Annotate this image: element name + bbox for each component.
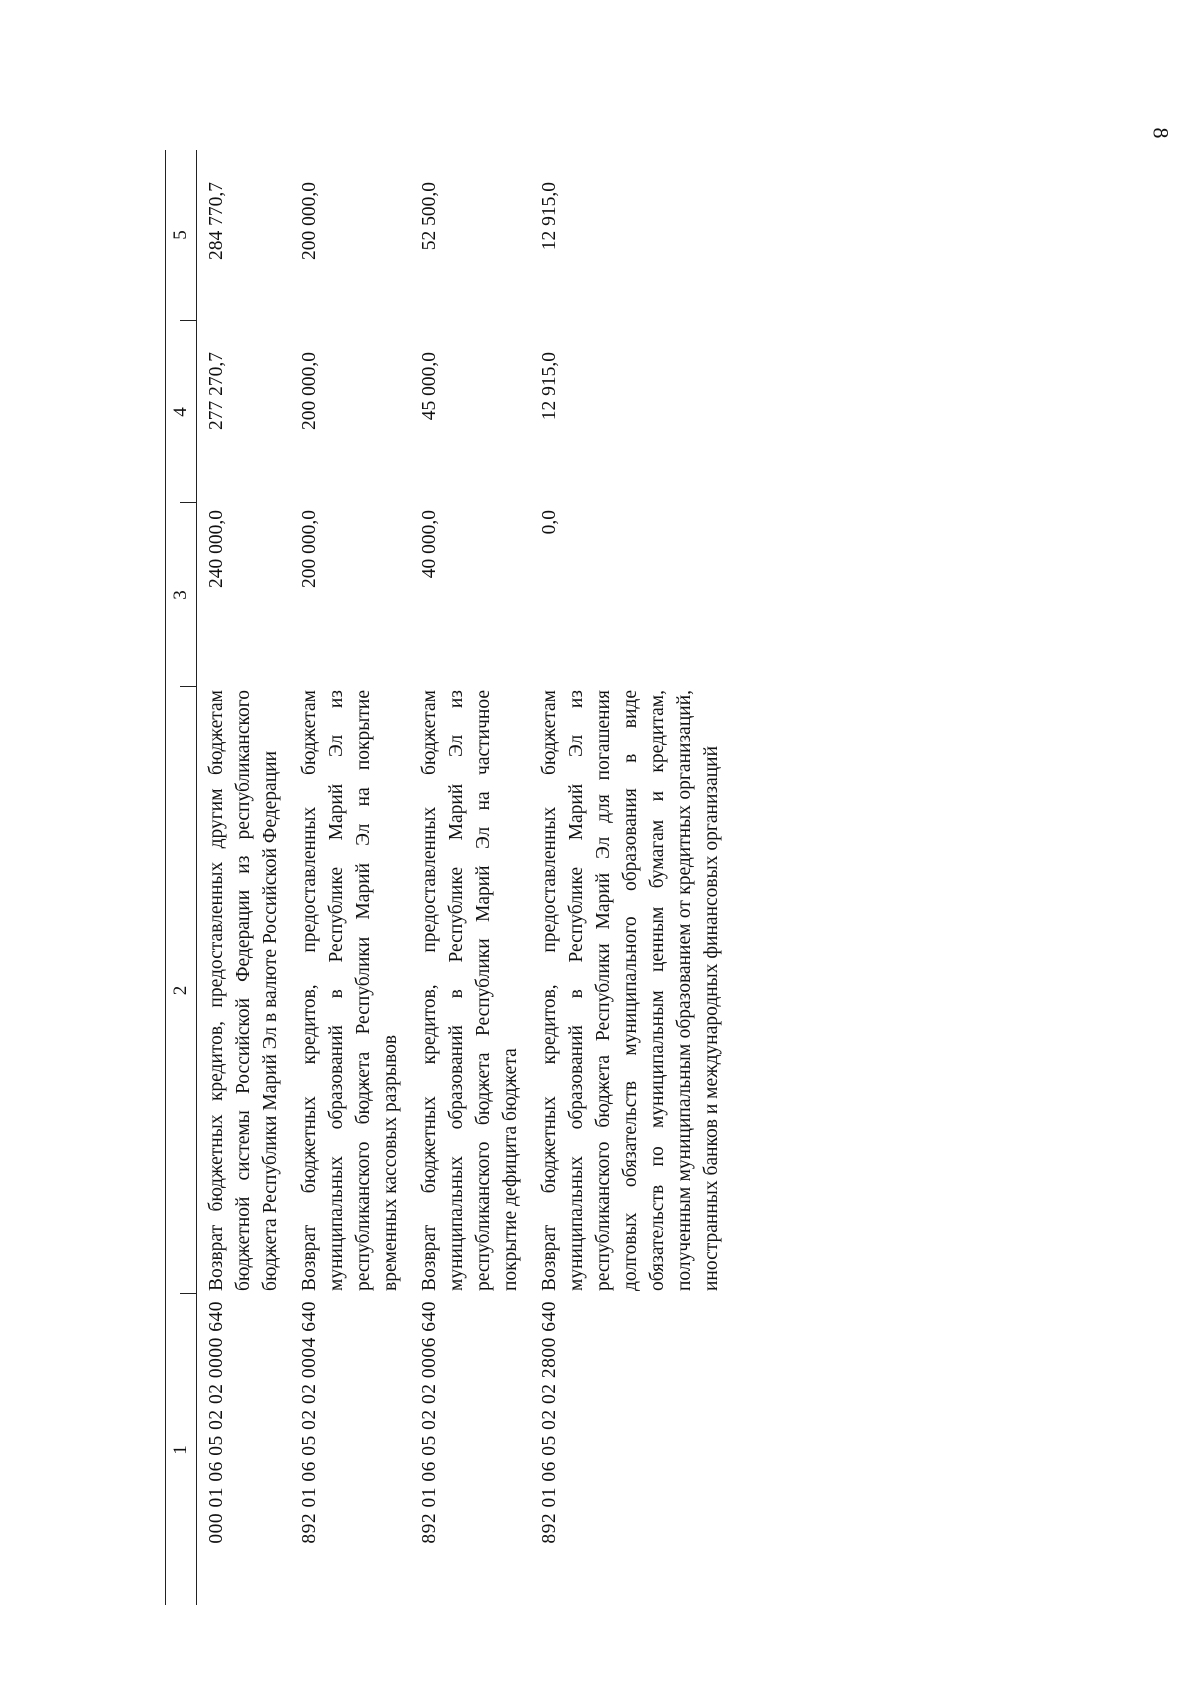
- budget-code: 000 01 06 05 02 02 0000 640: [206, 1301, 227, 1544]
- row-description: Возврат бюджетных кредитов, предоставленных бюджетам муниципальных образований в Республике Марий Эл из республиканского бюджета Республики Марий Эл для погашения долговых обязательств муниципального образования в виде обязательств по муниципальным ценным бумагам и кредитам, полученным муниципальным образованием от кредитных организаций, иностранных банков и международных финансовых организаций: [539, 690, 722, 1291]
- header-divider: [180, 1293, 196, 1294]
- header-divider: [180, 502, 196, 503]
- value-col-3: 0,0: [539, 510, 560, 535]
- header-col-3: 3: [170, 590, 191, 600]
- value-col-5: 12 915,0: [539, 182, 560, 251]
- budget-code: 892 01 06 05 02 02 2800 640: [539, 1301, 560, 1544]
- table-row: [296, 150, 404, 1605]
- row-description: Возврат бюджетных кредитов, предоставленных бюджетам муниципальных образований в Республике Марий Эл из республиканского бюджета Республики Марий Эл на покрытие временных кассовых разрывов: [299, 690, 401, 1291]
- table-row: [416, 150, 524, 1605]
- value-col-4: 200 000,0: [299, 352, 320, 430]
- budget-table: [165, 150, 1185, 1605]
- budget-code: 892 01 06 05 02 02 0006 640: [419, 1301, 440, 1544]
- value-col-4: 45 000,0: [419, 352, 440, 421]
- value-col-3: 40 000,0: [419, 510, 440, 579]
- header-col-4: 4: [170, 407, 191, 417]
- budget-code: 892 01 06 05 02 02 0004 640: [299, 1301, 320, 1544]
- value-col-5: 52 500,0: [419, 182, 440, 251]
- table-body: [203, 150, 737, 1605]
- header-divider: [180, 686, 196, 687]
- rotated-table-container: [165, 150, 1185, 1605]
- header-col-5: 5: [170, 230, 191, 240]
- row-description: Возврат бюджетных кредитов, предоставленных другим бюджетам бюджетной системы Российской Федерации из республиканского бюджета Республики Марий Эл в валюте Российской Федерации: [206, 690, 281, 1291]
- value-col-3: 240 000,0: [206, 510, 227, 588]
- header-col-1: 1: [170, 1445, 191, 1455]
- value-col-5: 200 000,0: [299, 182, 320, 260]
- page-number: 8: [1148, 127, 1174, 139]
- value-col-4: 277 270,7: [206, 352, 227, 430]
- table-header-row: [165, 150, 197, 1605]
- value-col-3: 200 000,0: [299, 510, 320, 588]
- table-row: [203, 150, 284, 1605]
- row-description: Возврат бюджетных кредитов, предоставленных бюджетам муниципальных образований в Республике Марий Эл из республиканского бюджета Республики Марий Эл на частичное покрытие дефицита бюджета: [419, 690, 521, 1291]
- header-col-2: 2: [170, 985, 191, 996]
- header-divider: [180, 320, 196, 321]
- table-row: [536, 150, 725, 1605]
- value-col-5: 284 770,7: [206, 182, 227, 260]
- value-col-4: 12 915,0: [539, 352, 560, 421]
